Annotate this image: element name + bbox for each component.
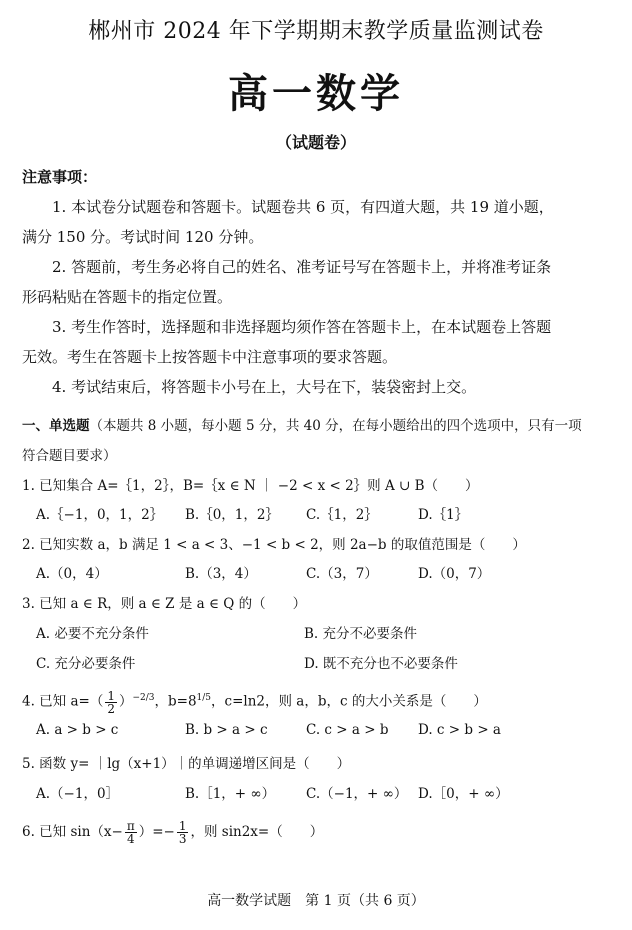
question-6-fraction-pi	[125, 820, 137, 845]
question-4-option-a: A. a > b > c	[36, 722, 119, 738]
notice-line-4: 形码粘贴在答题卡的指定位置。	[22, 288, 233, 306]
question-2-stem: 2. 已知实数 a，b 满足 1 < a < 3、−1 < b < 2，则 2a−b 的取值范围是（ ）	[22, 537, 526, 553]
question-5-option-b: B.［1，+ ∞）	[185, 786, 276, 802]
question-5-option-c: C.（−1，+ ∞）	[306, 786, 408, 802]
exam-header-title: 郴州市 2024 年下学期期末教学质量监测试卷	[88, 19, 544, 44]
question-2-option-d: D.（0，7）	[418, 566, 491, 582]
question-6-fraction-third-numerator: 1	[178, 819, 187, 833]
question-1-option-d: D.｛1｝	[418, 507, 469, 523]
question-6-stem	[22, 814, 323, 850]
question-6-fraction-third-denominator: 3	[178, 832, 187, 846]
question-1-option-a: A.｛−1，0，1，2｝	[36, 507, 164, 523]
question-3-option-a: A. 必要不充分条件	[36, 626, 149, 642]
question-4-b-text: ，b=8	[154, 693, 197, 710]
question-5-option-a: A.（−1，0］	[36, 786, 120, 802]
notice-line-6: 无效。考生在答题卡上按答题卡中注意事项的要求答题。	[22, 348, 398, 366]
question-5-stem: 5. 函数 y= ｜lg（x+1）｜的单调递增区间是（ ）	[22, 756, 351, 772]
question-1-option-b: B.｛0，1，2｝	[185, 507, 279, 523]
question-1-option-c: C.｛1，2｝	[306, 507, 378, 523]
section-description: （本题共 8 小题，每小题 5 分，共 40 分，在每小题给出的四个选项中，只有一项	[89, 418, 582, 434]
paper-type-label: （试题卷）	[275, 133, 356, 152]
question-4-stem: 4. 已知 a=（ $\frac{1}{2}$ ）$^{-2/3}$，$b=8^{1/5}$，c=ln2，则 a，b，c 的大小关系是（ ）	[22, 688, 487, 716]
notice-line-1: 1. 本试卷分试题卷和答题卡。试题卷共 6 页，有四道大题，共 19 道小题，	[52, 198, 554, 216]
section-description-cont: 符合题目要求）	[22, 448, 117, 464]
notice-heading: 注意事项：	[22, 168, 98, 186]
question-3-stem: 3. 已知 a ∈ R，则 a ∈ Z 是 a ∈ Q 的（ ）	[22, 596, 307, 612]
subject-title: 高一数学	[228, 71, 404, 117]
question-4-fraction	[105, 690, 117, 715]
question-6-stem-mid: ）=−	[138, 824, 175, 840]
question-4-option-d: D. c > b > a	[418, 722, 501, 738]
question-4-fraction-denominator: 2	[107, 701, 115, 716]
question-6-fraction-pi-numerator: π	[126, 819, 135, 833]
page-footer: 高一数学试题 第 1 页（共 6 页）	[207, 893, 425, 909]
question-4-option-c: C. c > a > b	[306, 722, 389, 738]
notice-line-7: 4. 考试结束后，将答题卡小号在上，大号在下，装袋密封上交。	[52, 378, 477, 396]
question-2-option-b: B.（3，4）	[185, 566, 257, 582]
notice-line-5: 3. 考生作答时，选择题和非选择题均须作答在答题卡上，在本试题卷上答题	[52, 318, 552, 336]
question-4-fraction-numerator: 1	[107, 688, 115, 703]
question-2-option-a: A.（0，4）	[36, 566, 108, 582]
section-name: 一、单选题	[22, 418, 90, 434]
question-4-option-b: B. b > a > c	[185, 722, 268, 738]
question-6-stem-prefix: 6. 已知 sin（x−	[22, 824, 123, 840]
question-6-fraction-third	[177, 820, 189, 845]
question-6-fraction-pi-denominator: 4	[126, 832, 135, 846]
question-2-option-c: C.（3，7）	[306, 566, 378, 582]
question-6-stem-suffix: ，则 sin2x=（ ）	[190, 824, 324, 840]
section-heading	[22, 414, 582, 434]
question-1-stem: 1. 已知集合 A=｛1，2｝，B=｛x ∈ N ｜ −2 < x < 2｝则 A ∪ B（ ）	[22, 478, 479, 494]
question-4-a-exponent: −2/3	[132, 693, 155, 703]
question-3-option-d: D. 既不充分也不必要条件	[304, 656, 458, 672]
question-3-option-c: C. 充分必要条件	[36, 656, 136, 672]
notice-line-3: 2. 答题前，考生务必将自己的姓名、准考证号写在答题卡上，并将准考证条	[52, 258, 552, 276]
question-4-stem-prefix: 4. 已知 a=	[22, 693, 90, 710]
notice-line-2: 满分 150 分。考试时间 120 分钟。	[22, 228, 264, 246]
question-3-option-b: B. 充分不必要条件	[304, 626, 418, 642]
question-5-option-d: D.［0，+ ∞）	[418, 786, 509, 802]
question-4-b-exponent: 1/5	[196, 693, 212, 703]
question-4-stem-suffix: ，c=ln2，则 a，b，c 的大小关系是（ ）	[211, 693, 487, 710]
